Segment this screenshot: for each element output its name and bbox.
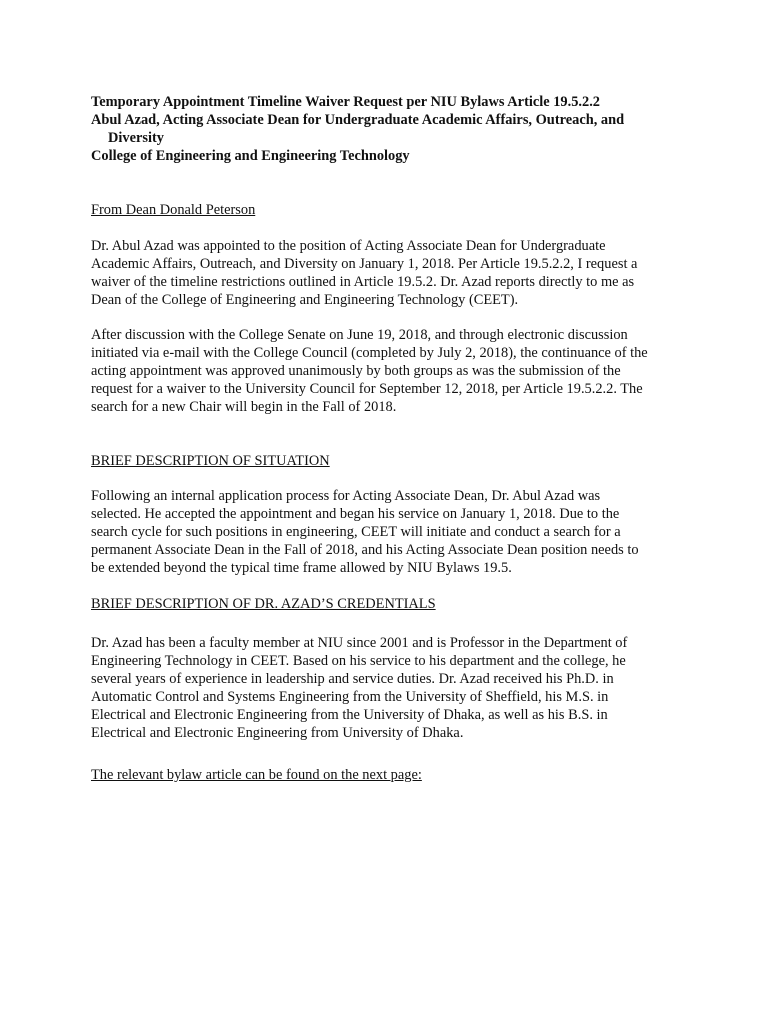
paragraph-discussion [91, 326, 691, 416]
closing-line: The relevant bylaw article can be found on the next page: [91, 767, 422, 783]
from-line-block [91, 201, 691, 219]
paragraph-credentials [91, 634, 691, 742]
paragraph-line: Engineering Technology in CEET. Based on his service to his department and the college, he [91, 653, 626, 669]
document-header [91, 93, 691, 165]
paragraph-line: request for a waiver to the University Council for September 12, 2018, per Article 19.5.2.2. The [91, 381, 643, 397]
paragraph-line: selected. He accepted the appointment and began his service on January 1, 2018. Due to the [91, 506, 620, 522]
paragraph-line: acting appointment was approved unanimously by both groups as was the submission of the [91, 363, 621, 379]
heading-credentials-block [91, 595, 691, 613]
section-heading-credentials: BRIEF DESCRIPTION OF DR. AZAD’S CREDENTIALS [91, 596, 436, 612]
paragraph-line: Electrical and Electronic Engineering from University of Dhaka. [91, 725, 464, 741]
paragraph-line: search for a new Chair will begin in the Fall of 2018. [91, 399, 397, 415]
closing-line-block [91, 766, 691, 784]
paragraph-situation [91, 487, 691, 577]
paragraph-line: Electrical and Electronic Engineering from the University of Dhaka, as well as his B.S. in [91, 707, 608, 723]
paragraph-line: Dr. Abul Azad was appointed to the position of Acting Associate Dean for Undergraduate [91, 238, 606, 254]
paragraph-line: several years of experience in leadership and service duties. Dr. Azad received his Ph.D. in [91, 671, 614, 687]
paragraph-line: initiated via e-mail with the College Council (completed by July 2, 2018), the continuance of the [91, 345, 648, 361]
paragraph-line: Dean of the College of Engineering and Engineering Technology (CEET). [91, 292, 519, 308]
paragraph-line: Automatic Control and Systems Engineering from the University of Sheffield, his M.S. in [91, 689, 609, 705]
header-college-line: College of Engineering and Engineering Technology [91, 148, 410, 164]
header-appointee-line-continued: Diversity [108, 130, 164, 146]
section-heading-situation: BRIEF DESCRIPTION OF SITUATION [91, 453, 330, 469]
paragraph-line: permanent Associate Dean in the Fall of 2018, and his Acting Associate Dean position needs to [91, 542, 639, 558]
paragraph-line: Following an internal application process for Acting Associate Dean, Dr. Abul Azad was [91, 488, 601, 504]
from-line: From Dean Donald Peterson [91, 202, 256, 218]
paragraph-line: After discussion with the College Senate on June 19, 2018, and through electronic discussion [91, 327, 628, 343]
paragraph-line: Dr. Azad has been a faculty member at NIU since 2001 and is Professor in the Department of [91, 635, 628, 651]
header-title-line: Temporary Appointment Timeline Waiver Request per NIU Bylaws Article 19.5.2.2 [91, 94, 601, 110]
paragraph-line: be extended beyond the typical time frame allowed by NIU Bylaws 19.5. [91, 560, 512, 576]
paragraph-line: Academic Affairs, Outreach, and Diversity on January 1, 2018. Per Article 19.5.2.2, I request a [91, 256, 638, 272]
paragraph-line: search cycle for such positions in engineering, CEET will initiate and conduct a search for a [91, 524, 621, 540]
paragraph-appointment [91, 237, 691, 309]
header-appointee-line: Abul Azad, Acting Associate Dean for Undergraduate Academic Affairs, Outreach, and [91, 112, 625, 128]
heading-situation-block [91, 452, 691, 470]
paragraph-line: waiver of the timeline restrictions outlined in Article 19.5.2. Dr. Azad reports directly to me as [91, 274, 635, 290]
